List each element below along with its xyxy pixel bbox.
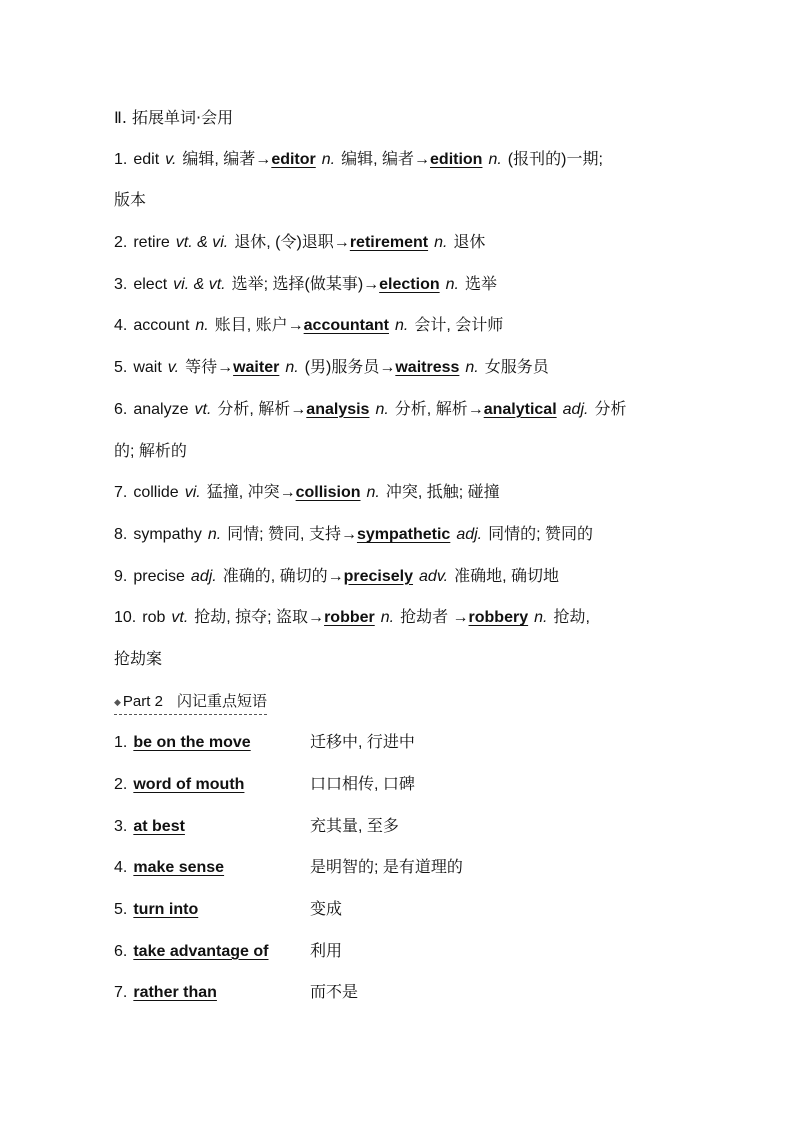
phrase-number: 3. bbox=[114, 817, 128, 835]
part2-label: Part 2 bbox=[122, 692, 163, 710]
derived-word: waitress bbox=[395, 359, 460, 377]
part-of-speech: n. bbox=[434, 234, 448, 252]
derived-word: editor bbox=[271, 150, 316, 168]
phrase: make sense bbox=[133, 859, 225, 877]
phrase-row bbox=[114, 729, 694, 771]
part-of-speech: n. bbox=[285, 359, 299, 377]
meaning: 会计, 会计师 bbox=[414, 317, 504, 335]
meaning: 选举; 选择(做某事)→ bbox=[231, 275, 380, 293]
part-of-speech: adj. bbox=[562, 400, 589, 418]
headword: edit bbox=[133, 150, 160, 168]
phrase-cell bbox=[114, 813, 310, 855]
meaning: 选举 bbox=[464, 275, 497, 293]
entry-continuation: 的; 解析的 bbox=[114, 442, 187, 460]
part-of-speech: n. bbox=[380, 609, 395, 627]
entry-continuation: 抢劫案 bbox=[114, 650, 163, 668]
meaning: 等待→ bbox=[185, 359, 234, 377]
derived-word: robber bbox=[324, 609, 375, 627]
entry-number: 1. bbox=[114, 150, 128, 168]
derived-word: analysis bbox=[306, 400, 370, 418]
phrase-cell bbox=[114, 979, 310, 1021]
meaning: 退休, (令)退职→ bbox=[234, 234, 350, 252]
headword: wait bbox=[133, 359, 162, 377]
headword: collide bbox=[133, 484, 179, 502]
part-of-speech: n. bbox=[321, 150, 336, 168]
headword: rob bbox=[142, 609, 166, 627]
meaning: 抢劫, bbox=[553, 609, 590, 627]
word-entry bbox=[114, 396, 694, 438]
meaning: 冲突, 抵触; 碰撞 bbox=[385, 484, 500, 502]
meaning: 编辑, 编者→ bbox=[341, 150, 431, 168]
word-entry bbox=[114, 146, 694, 188]
word-entry bbox=[114, 521, 694, 563]
part-of-speech: n. bbox=[375, 400, 389, 418]
entry-continuation: 版本 bbox=[114, 192, 147, 210]
entry-number: 2. bbox=[114, 234, 128, 252]
phrase-cell bbox=[114, 896, 310, 938]
derived-word: accountant bbox=[303, 317, 389, 335]
part-of-speech: v. bbox=[165, 150, 177, 168]
meaning: 准确地, 确切地 bbox=[454, 567, 559, 585]
part-of-speech: n. bbox=[195, 317, 209, 335]
phrase-number: 1. bbox=[114, 734, 128, 752]
part2-label-box bbox=[114, 691, 267, 715]
meaning: 抢劫, 掠夺; 盗取→ bbox=[194, 609, 325, 627]
derived-word: robbery bbox=[468, 609, 529, 627]
phrase-meaning: 充其量, 至多 bbox=[310, 817, 399, 835]
entry-number: 5. bbox=[114, 359, 128, 377]
phrase: rather than bbox=[133, 984, 217, 1002]
phrase-number: 2. bbox=[114, 776, 128, 793]
section-heading: Ⅱ. 拓展单词·会用 bbox=[114, 108, 234, 127]
phrase-row bbox=[114, 896, 694, 938]
derived-word: edition bbox=[430, 150, 483, 168]
phrase-row bbox=[114, 979, 694, 1021]
part-of-speech: n. bbox=[488, 150, 502, 168]
word-entry bbox=[114, 312, 694, 354]
phrase-number: 6. bbox=[114, 942, 128, 960]
part-of-speech: adv. bbox=[419, 567, 449, 585]
derived-word: sympathetic bbox=[356, 525, 451, 543]
entry-number: 10. bbox=[114, 609, 137, 627]
phrase-number: 4. bbox=[114, 859, 128, 877]
meaning: 抢劫者 → bbox=[400, 609, 469, 627]
word-entry bbox=[114, 354, 694, 396]
phrase-meaning: 变成 bbox=[310, 901, 343, 919]
entry-number: 3. bbox=[114, 275, 128, 293]
phrase-meaning: 迁移中, 行进中 bbox=[310, 734, 415, 752]
phrase-meaning: 利用 bbox=[310, 942, 343, 960]
part-of-speech: vi. bbox=[184, 484, 201, 502]
phrase-meaning: 而不是 bbox=[310, 984, 359, 1002]
headword: account bbox=[133, 317, 190, 335]
part-of-speech: n. bbox=[207, 525, 222, 543]
phrase-cell bbox=[114, 854, 310, 896]
entry-number: 4. bbox=[114, 317, 128, 335]
part-of-speech: vt. & vi. bbox=[175, 234, 229, 252]
meaning: 准确的, 确切的→ bbox=[222, 567, 344, 585]
meaning: 分析, 解析→ bbox=[394, 400, 484, 418]
phrase-cell bbox=[114, 938, 310, 980]
phrase: be on the move bbox=[133, 734, 251, 752]
phrase: word of mouth bbox=[133, 776, 245, 793]
meaning: 分析 bbox=[594, 400, 627, 418]
entry-number: 8. bbox=[114, 525, 128, 543]
phrase-cell bbox=[114, 771, 310, 813]
derived-word: waiter bbox=[233, 359, 280, 377]
word-list bbox=[114, 146, 694, 688]
word-entry bbox=[114, 563, 694, 605]
word-entry bbox=[114, 479, 694, 521]
part2-heading bbox=[114, 688, 694, 730]
headword: sympathy bbox=[133, 525, 202, 543]
phrase-number: 5. bbox=[114, 901, 128, 919]
headword: precise bbox=[133, 567, 185, 585]
meaning: (男)服务员→ bbox=[304, 359, 396, 377]
meaning: 分析, 解析→ bbox=[217, 400, 307, 418]
phrase-row bbox=[114, 771, 694, 813]
part-of-speech: adj. bbox=[190, 567, 217, 585]
part-of-speech: vt. bbox=[194, 400, 212, 418]
meaning: 同情; 赞同, 支持→ bbox=[227, 525, 357, 543]
meaning: 同情的; 赞同的 bbox=[488, 525, 594, 543]
part-of-speech: n. bbox=[534, 609, 548, 627]
meaning: 账目, 账户→ bbox=[214, 317, 304, 335]
phrase-row bbox=[114, 813, 694, 855]
phrase-row bbox=[114, 854, 694, 896]
content bbox=[114, 104, 694, 1021]
phrase-row bbox=[114, 938, 694, 980]
derived-word: election bbox=[379, 275, 440, 293]
part-of-speech: n. bbox=[445, 275, 459, 293]
entry-number: 7. bbox=[114, 484, 128, 502]
headword: analyze bbox=[133, 400, 189, 418]
phrase: turn into bbox=[133, 901, 199, 919]
phrase-list bbox=[114, 729, 694, 1021]
part-of-speech: n. bbox=[366, 484, 380, 502]
derived-word: analytical bbox=[483, 400, 557, 418]
phrase-meaning: 是明智的; 是有道理的 bbox=[310, 859, 463, 877]
part-of-speech: v. bbox=[167, 359, 180, 377]
meaning: 猛撞, 冲突→ bbox=[206, 484, 296, 502]
part-of-speech: n. bbox=[465, 359, 479, 377]
word-entry bbox=[114, 604, 694, 646]
meaning: (报刊的)一期; bbox=[507, 150, 603, 168]
entry-number: 9. bbox=[114, 567, 128, 585]
derived-word: retirement bbox=[349, 234, 429, 252]
phrase: at best bbox=[133, 817, 185, 835]
headword: elect bbox=[133, 275, 168, 293]
part-of-speech: vt. bbox=[171, 609, 189, 627]
phrase-number: 7. bbox=[114, 984, 128, 1002]
phrase: take advantage of bbox=[133, 942, 269, 960]
part-of-speech: adj. bbox=[456, 525, 483, 543]
part2-title: 闪记重点短语 bbox=[176, 692, 267, 710]
word-entry bbox=[114, 271, 694, 313]
part-of-speech: n. bbox=[394, 317, 409, 335]
derived-word: collision bbox=[295, 484, 361, 502]
part-of-speech: vi. & vt. bbox=[173, 275, 226, 293]
word-entry bbox=[114, 229, 694, 271]
meaning: 女服务员 bbox=[484, 359, 549, 377]
derived-word: precisely bbox=[343, 567, 414, 585]
entry-number: 6. bbox=[114, 400, 128, 418]
headword: retire bbox=[133, 234, 170, 252]
meaning: 退休 bbox=[453, 234, 486, 252]
diamond-icon: ◆ bbox=[114, 696, 121, 707]
phrase-meaning: 口口相传, 口碑 bbox=[310, 776, 415, 793]
phrase-cell bbox=[114, 729, 310, 771]
meaning: 编辑, 编著→ bbox=[182, 150, 272, 168]
